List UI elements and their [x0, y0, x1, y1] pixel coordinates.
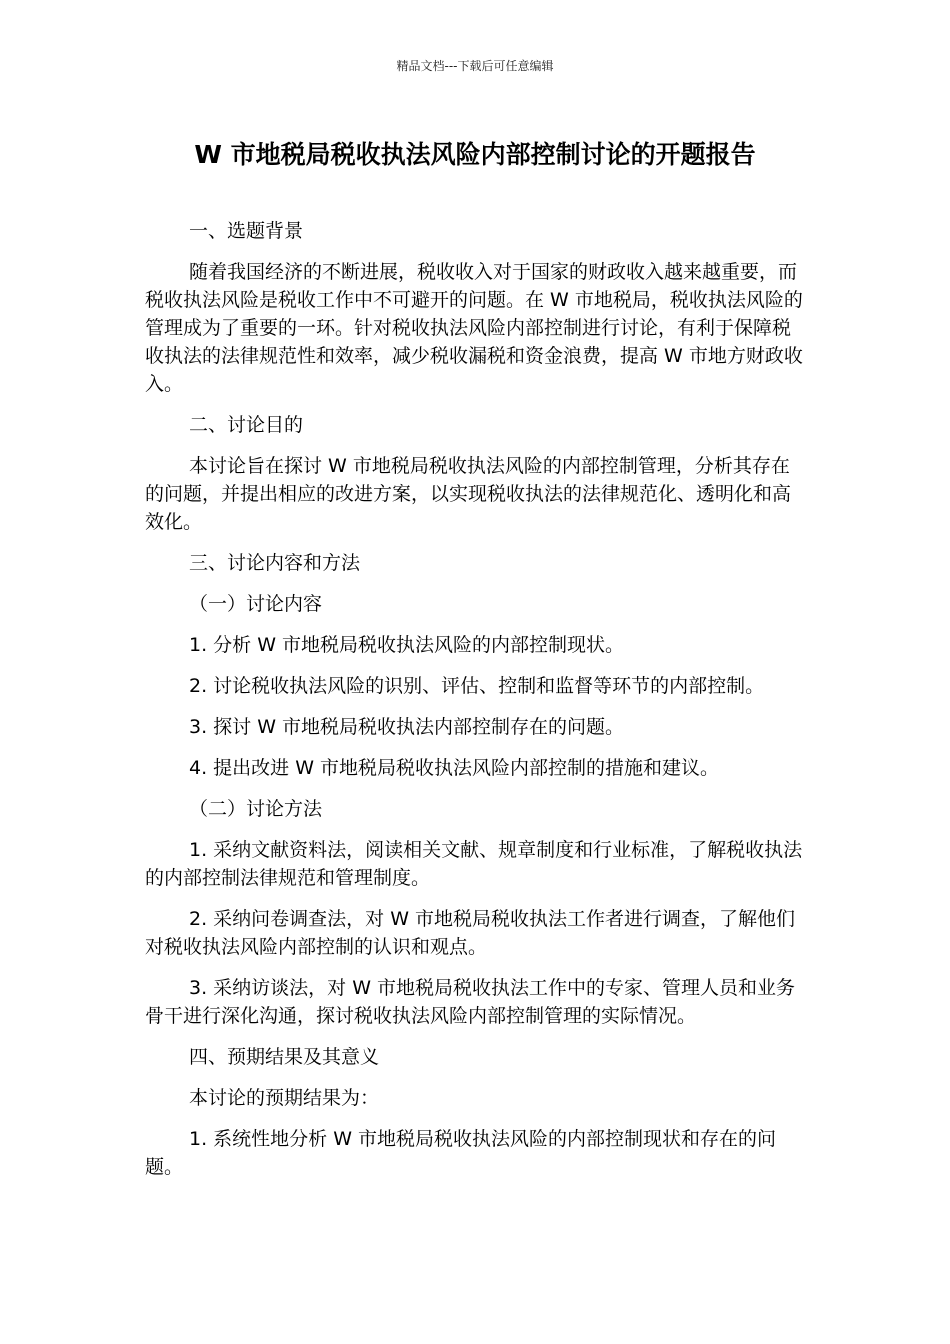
paragraph-expected-intro: 本讨论的预期结果为： — [189, 1087, 380, 1109]
document-title: W 市地税局税收执法风险内部控制讨论的开题报告 — [194, 140, 756, 169]
paragraph-purpose: 本讨论旨在探讨 W 市地税局税收执法风险的内部控制管理，分析其存在的问题，并提出相应的改进方案，以实现税收执法的法律规范化、透明化和高效化。 — [145, 455, 792, 533]
header-note: 精品文档---下载后可任意编辑 — [396, 59, 554, 73]
document-body — [145, 217, 807, 1194]
list-item: 1. 采纳文献资料法，阅读相关文献、规章制度和行业标准，了解税收执法的内部控制法律规范和管理制度。 — [145, 839, 803, 889]
section-heading-expected-results: 四、预期结果及其意义 — [189, 1046, 380, 1068]
list-item: 2. 采纳问卷调查法，对 W 市地税局税收执法工作者进行调查，了解他们对税收执法风险内部控制的认识和观点。 — [145, 908, 796, 958]
paragraph-background: 随着我国经济的不断进展，税收收入对于国家的财政收入越来越重要，而税收执法风险是税收工作中不可避开的问题。在 W 市地税局，税收执法风险的管理成为了重要的一环。针对税收执法风险内部控制进行讨论，有利于保障税收执法的法律规范性和效率，减少税收漏税和资金浪费，提高 W 市地方财政收入。 — [145, 261, 803, 395]
list-item: 4. 提出改进 W 市地税局税收执法风险内部控制的措施和建议。 — [189, 757, 720, 779]
section-heading-content-method: 三、讨论内容和方法 — [189, 552, 361, 574]
list-item: 1. 系统性地分析 W 市地税局税收执法风险的内部控制现状和存在的问题。 — [145, 1128, 777, 1178]
list-item: 2. 讨论税收执法风险的识别、评估、控制和监督等环节的内部控制。 — [189, 675, 765, 697]
list-item: 1. 分析 W 市地税局税收执法风险的内部控制现状。 — [189, 634, 625, 656]
list-item: 3. 采纳访谈法，对 W 市地税局税收执法工作中的专家、管理人员和业务骨干进行深化沟通，探讨税收执法风险内部控制管理的实际情况。 — [145, 977, 796, 1027]
section-heading-purpose: 二、讨论目的 — [189, 414, 304, 436]
list-item: 3. 探讨 W 市地税局税收执法内部控制存在的问题。 — [189, 716, 625, 738]
subheading-content: （一）讨论内容 — [189, 593, 323, 615]
section-heading-background: 一、选题背景 — [189, 220, 304, 242]
subheading-method: （二）讨论方法 — [189, 798, 323, 820]
